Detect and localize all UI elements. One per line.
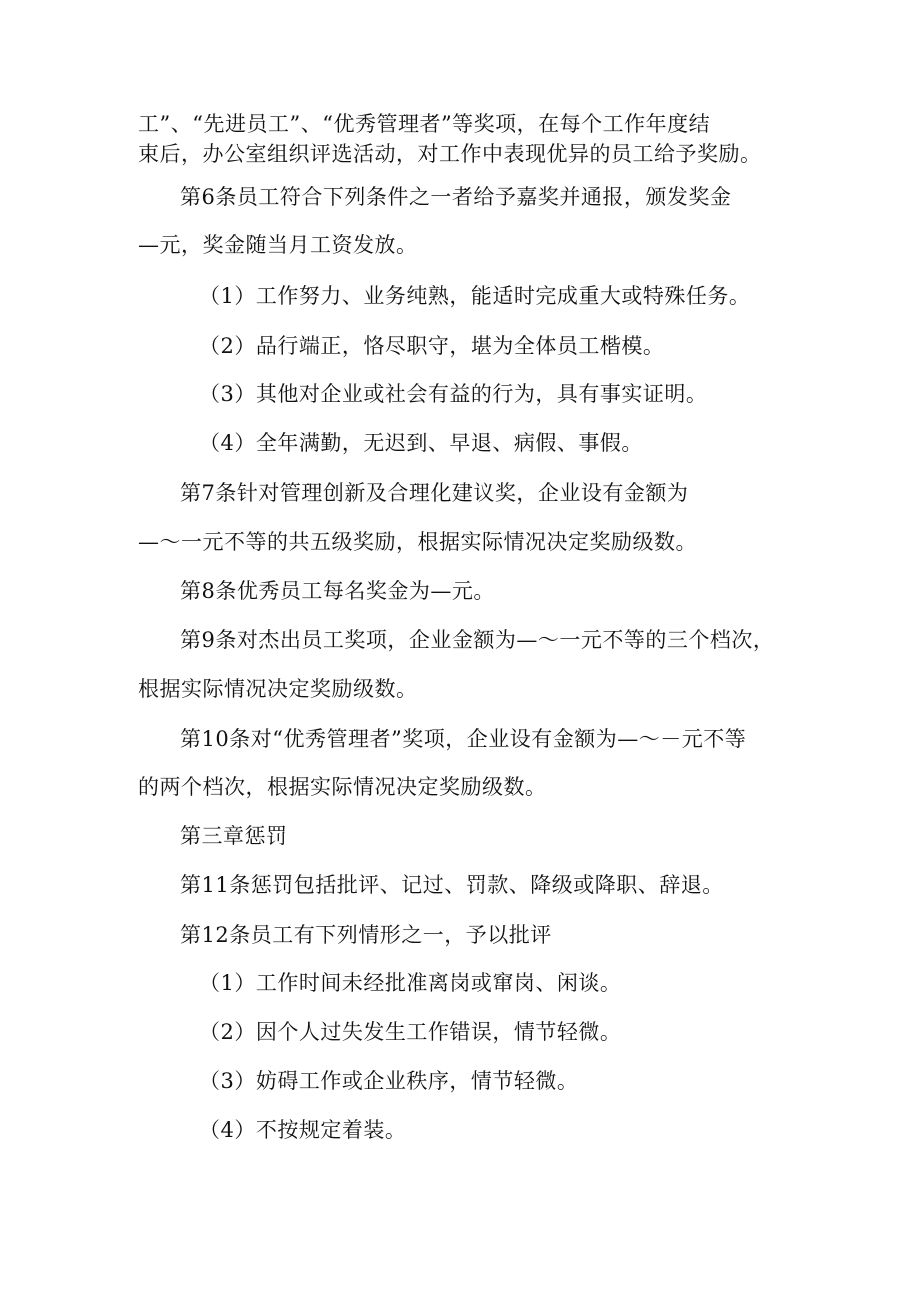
text-line: 的两个档次，根据实际情况决定奖励级数。: [138, 775, 547, 799]
list-item: （2）因个人过失发生工作错误，情节轻微。: [199, 1020, 622, 1044]
text-line: 第10条对“优秀管理者”奖项，企业设有金额为—～－元不等: [180, 727, 747, 751]
text-line: 第12条员工有下列情形之一，予以批评: [180, 923, 552, 947]
text-line: 第11条惩罚包括批评、记过、罚款、降级或降职、辞退。: [180, 873, 724, 897]
text-line: —元，奖金随当月工资发放。: [138, 233, 418, 257]
list-item: （3）妨碍工作或企业秩序，情节轻微。: [199, 1069, 579, 1093]
chapter-heading: 第三章惩罚: [180, 824, 288, 848]
text-line: 第7条针对管理创新及合理化建议奖，企业设有金额为: [180, 481, 689, 505]
text-line: 第8条优秀员工每名奖金为—元。: [180, 579, 495, 603]
list-item: （3）其他对企业或社会有益的行为，具有事实证明。: [199, 382, 708, 406]
text-line: 第6条员工符合下列条件之一者给予嘉奖并通报，颁发奖金: [180, 185, 732, 209]
text-line: 第9条对杰出员工奖项，企业金额为—～一元不等的三个档次，: [180, 628, 775, 652]
list-item: （4）全年满勤，无迟到、早退、病假、事假。: [199, 431, 643, 455]
list-item: （1）工作努力、业务纯熟，能适时完成重大或特殊任务。: [199, 284, 751, 308]
text-line: 束后，办公室组织评选活动，对工作中表现优异的员工给予奖励。: [138, 142, 762, 166]
list-item: （1）工作时间未经批准离岗或窜岗、闲谈。: [199, 971, 622, 995]
text-line: 工”、“先进员工”、“优秀管理者”等奖项，在每个工作年度结: [138, 112, 711, 136]
text-line: —～一元不等的共五级奖励，根据实际情况决定奖励级数。: [138, 530, 697, 554]
list-item: （2）品行端正，恪尽职守，堪为全体员工楷模。: [199, 334, 665, 358]
list-item: （4）不按规定着装。: [199, 1118, 407, 1142]
text-line: 根据实际情况决定奖励级数。: [138, 677, 418, 701]
